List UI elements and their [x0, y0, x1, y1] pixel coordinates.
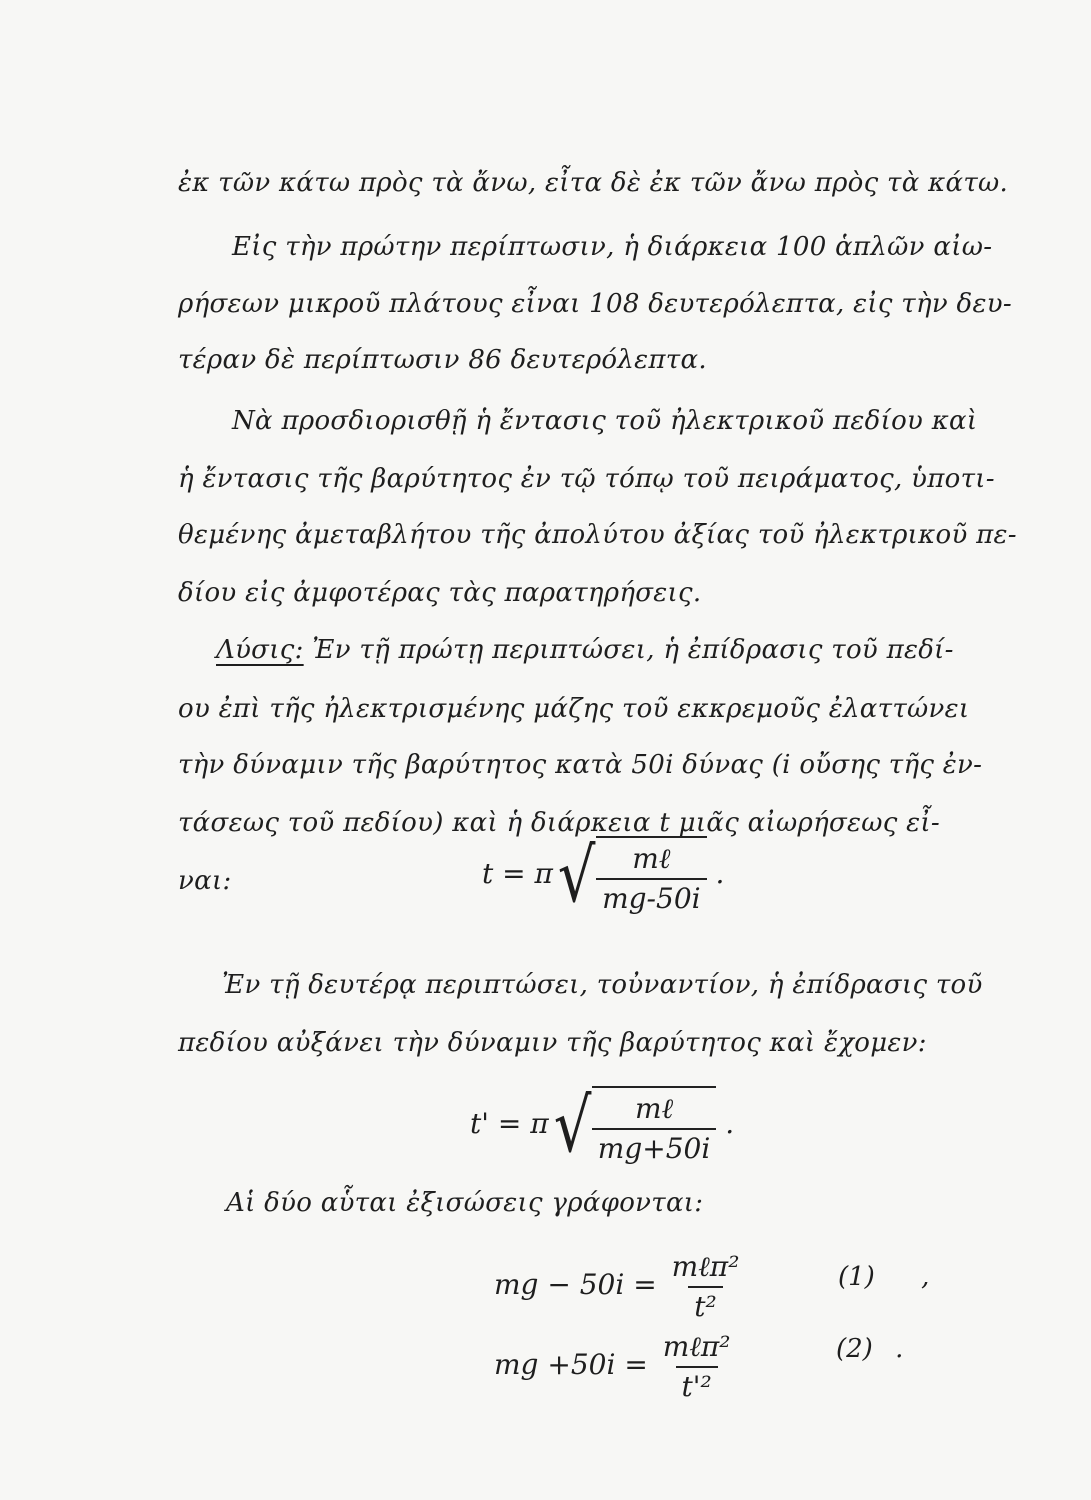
- equation-3-numerator: mℓπ²: [671, 1250, 740, 1283]
- text-line-5: Νὰ προσδιορισθῇ ἡ ἔντασις τοῦ ἠλεκτρικοῦ πεδίου καὶ: [232, 406, 978, 436]
- equation-1-lhs: t = π: [482, 857, 553, 890]
- equation-3-lhs: mg − 50i =: [494, 1268, 657, 1301]
- text-line-7: θεμένης ἀμεταβλήτου τῆς ἀπολύτου ἀξίας τοῦ ἠλεκτρικοῦ πε-: [178, 520, 1017, 550]
- text-line-6: ἡ ἔντασις τῆς βαρύτητος ἐν τῷ τόπῳ τοῦ πειράματος, ὑποτι-: [178, 464, 995, 494]
- equation-4-lhs: mg +50i =: [494, 1348, 648, 1381]
- solution-text: Ἐν τῇ πρώτῃ περιπτώσει, ἡ ἐπίδρασις τοῦ πεδί-: [312, 635, 954, 665]
- solution-line-1: [216, 635, 954, 665]
- solution-heading: Λύσις:: [216, 635, 304, 665]
- solution-line-7: πεδίου αὐξάνει τὴν δύναμιν τῆς βαρύτητος καὶ ἔχομεν:: [178, 1028, 927, 1058]
- sqrt-sign: √ $\frac{\text{mℓ}}{mg+50i}$: [549, 1086, 717, 1165]
- equation-2-denominator: mg+50i: [592, 1128, 717, 1165]
- solution-line-6: Ἐν τῇ δευτέρᾳ περιπτώσει, τοὐναντίον, ἡ ἐπίδρασις τοῦ: [222, 970, 983, 1000]
- solution-line-4: τάσεως τοῦ πεδίου) καὶ ἡ διάρκεια t μιᾶς αἰωρήσεως εἶ-: [178, 808, 941, 838]
- equation-2-end: .: [725, 1107, 735, 1140]
- equation-3-denominator: t²: [688, 1286, 722, 1323]
- equation-3-label: (1) ,: [838, 1262, 930, 1292]
- text-line-2: Εἰς τὴν πρώτην περίπτωσιν, ἡ διάρκεια 100 ἁπλῶν αἰω-: [232, 232, 993, 262]
- equation-2-lhs: t' = π: [470, 1107, 549, 1140]
- sqrt-sign: √ $\frac{\text{mℓ}}{mg-50i}$: [553, 836, 707, 915]
- text-line-1: ἐκ τῶν κάτω πρὸς τὰ ἄνω, εἶτα δὲ ἐκ τῶν ἄνω πρὸς τὰ κάτω.: [178, 168, 1009, 198]
- solution-line-5: ναι:: [178, 866, 232, 896]
- equation-4-numerator: mℓπ²: [662, 1330, 731, 1363]
- equation-1-denominator: mg-50i: [596, 878, 707, 915]
- text-line-3: ρήσεων μικροῦ πλάτους εἶναι 108 δευτερόλεπτα, εἰς τὴν δευ-: [178, 289, 1012, 319]
- equation-3: [494, 1250, 745, 1323]
- text-line-4: τέραν δὲ περίπτωσιν 86 δευτερόλεπτα.: [178, 345, 707, 375]
- text-line-8: δίου εἰς ἀμφοτέρας τὰς παρατηρήσεις.: [178, 578, 702, 608]
- solution-line-8: Αἱ δύο αὗται ἐξισώσεις γράφονται:: [226, 1188, 704, 1218]
- solution-line-3: τὴν δύναμιν τῆς βαρύτητος κατὰ 50i δύνας (i οὔσης τῆς ἐν-: [178, 750, 983, 780]
- equation-1-numerator: mℓ: [632, 842, 671, 875]
- equation-4-label: (2) .: [836, 1334, 904, 1364]
- equation-2-numerator: mℓ: [634, 1092, 674, 1125]
- equation-4-denominator: t'²: [676, 1366, 718, 1403]
- equation-2: [470, 1082, 735, 1169]
- equation-1: [482, 832, 725, 919]
- equation-4: [494, 1330, 737, 1403]
- equation-1-end: .: [715, 857, 725, 890]
- solution-line-2: ου ἐπὶ τῆς ἠλεκτρισμένης μάζης τοῦ εκκρεμοῦς ἐλαττώνει: [178, 694, 970, 724]
